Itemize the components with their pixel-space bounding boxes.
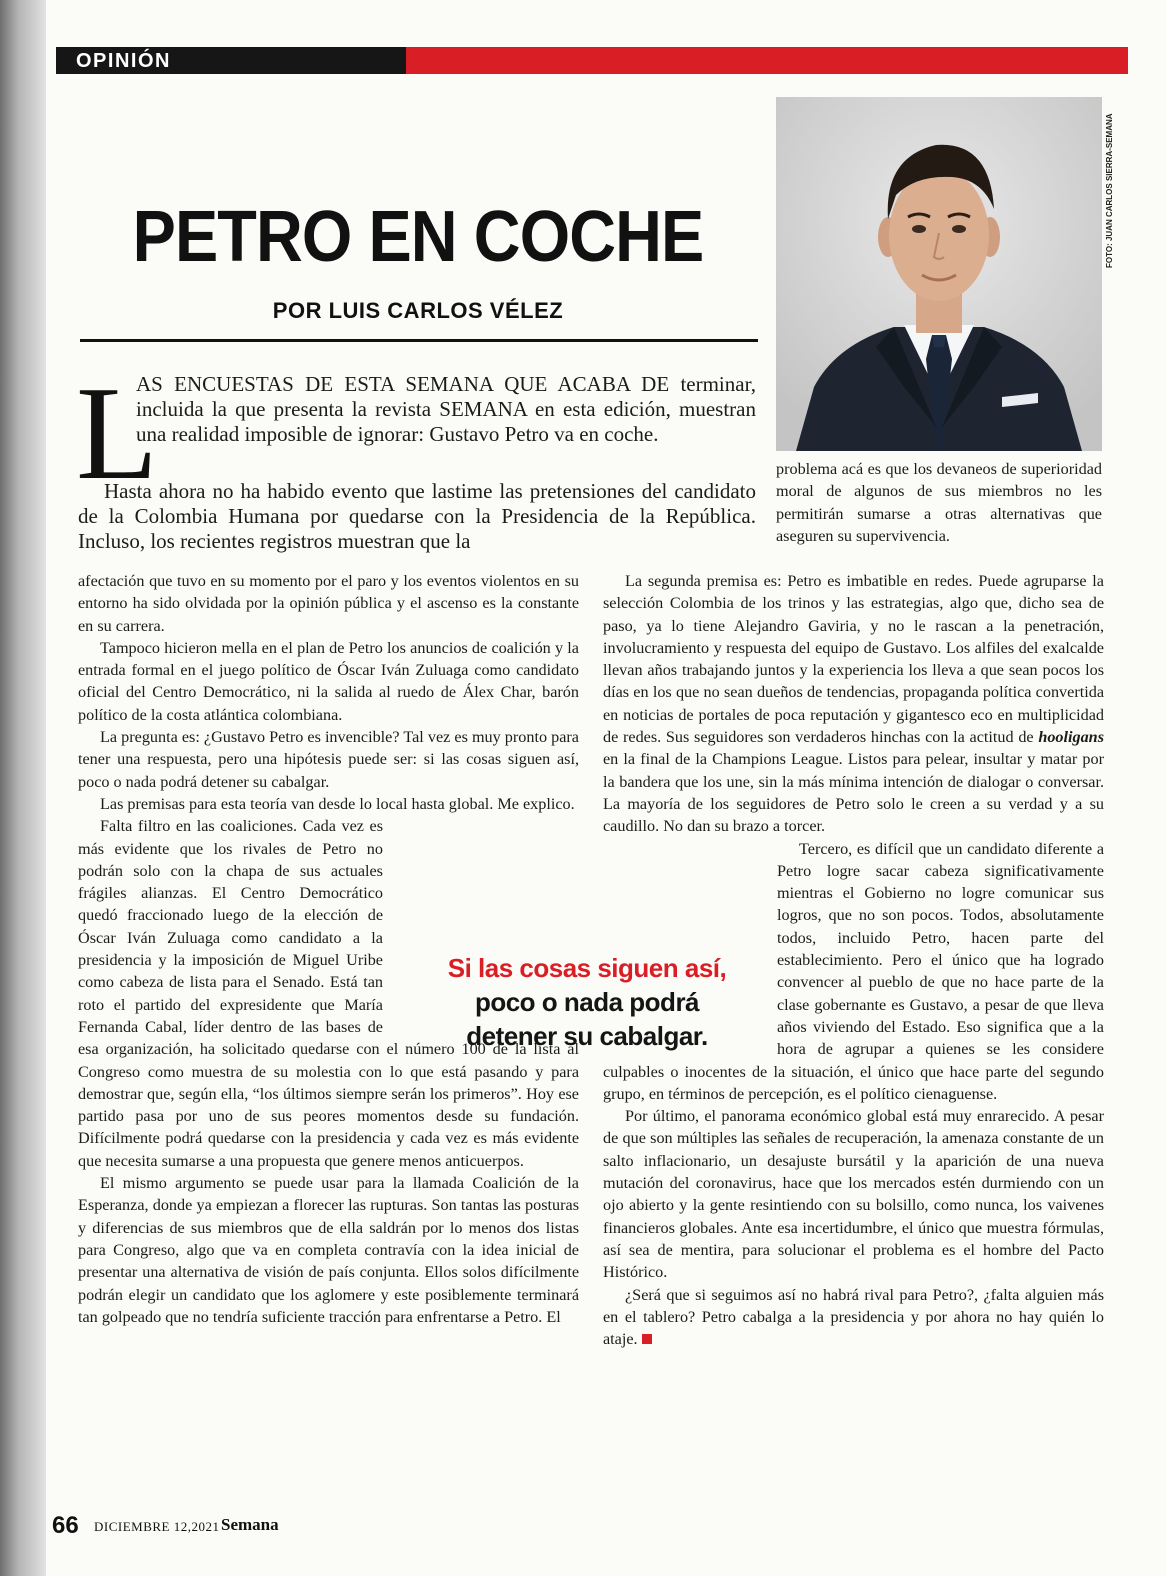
text-run: en la final de la Champions League. Listos para pelear, insultar y matar por la bandera que los une, sin la más mínima intención de dialogar o conversar. La mayoría de los seguidores de Petro solo le creen a su verdad y a su caudillo. No dan su brazo a torcer. [603, 750, 1104, 836]
section-label: OPINIÓN [76, 50, 171, 72]
page-number: 66 [52, 1512, 79, 1539]
magazine-name: Semana [221, 1515, 279, 1534]
body-paragraph: Tampoco hicieron mella en el plan de Petro los anuncios de coalición y la entrada formal en el juego político de Óscar Iván Zuluaga como candidato oficial del Centro Democrático, ni la salida al ruedo de Álex Char, barón político de la costa atlántica colombiana. [78, 638, 579, 724]
body-paragraph: Tercero, es difícil que un candidato diferente a Petro logre sacar cabeza significativamente mientras el Gobierno no logre comunicar sus logros, que no son pocos. Todos, absolutamente todos, incluido Petro, hacen parte del establecimiento. Pero el único que ha logrado convencer al pueblo de que no hace parte de la clase gobernante es Gustavo, a pesar de que lleva años viviendo del Estado. Eso significa que a la hora de agrupar a quienes se les considere culpables o inocentes de la situación, el único que hace parte del segundo grupo, en términos de percepción, es el político cienaguense. [603, 839, 1104, 1103]
body-paragraph: Falta filtro en las coaliciones. Cada vez es más evidente que los rivales de Petro no podrán solo con la chapa de sus actuales frágiles alianzas. El Centro Democrático quedó fraccionado luego de la elección de Óscar Iván Zuluaga como candidato a la presidencia y la imposición de Miguel Uribe como cabeza de lista para el Senado. Está tan roto el partido del expresidente que María Fernanda Cabal, líder dentro de las bases de esa organización, ha solicitado quedarse con el número 100 de la lista al Congreso como muestra de su molestia con lo que está pasando y para demostrar que, según ella, “los últimos siempre serán los primeros”. Hoy ese partido pasa por uno de sus peores momentos desde su fundación. Difícilmente podrá quedarse con la presidencia y cada vez es más evidente que necesita sumarse a una propuesta que genere menos anticuerpos. [78, 817, 579, 1170]
body-paragraph: Por último, el panorama económico global está muy enrarecido. A pesar de que son múltiples las señales de recuperación, la amenaza constante de un salto inflacionario, un desajuste bursátil y la aparición de una nueva mutación del coronavirus, hace que los mercados estén durmiendo con un ojo abierto y la gente resintiendo con su bolsillo, como nunca, los vaivenes financieros globales. Ante esa incertidumbre, el único que muestra fórmulas, así sea de mentira, para solucionar el problema es el hombre del Pacto Histórico. [603, 1107, 1104, 1282]
body-paragraph: afectación que tuvo en su momento por el paro y los eventos violentos en su entorno ha sido olvidada por la opinión pública y el ascenso es la constante en su carrera. [78, 572, 579, 635]
article-byline: POR LUIS CARLOS VÉLEZ [272, 298, 564, 323]
drop-cap: L [76, 359, 158, 507]
right-column-top [776, 458, 1102, 547]
pull-quote-red-text: Si las cosas siguen así, [447, 953, 727, 983]
body-paragraph: El mismo argumento se puede usar para la llamada Coalición de la Esperanza, donde ya empiezan a florecer las rupturas. Son tantas las posturas y diferencias de sus miembros que de ella saldrán por lo menos dos listas para Congreso, algo que va en completa contravía con la idea inicial de presentar una alternativa de visión de país conjunta. Ellos solos difícilmente podrán elegir un candidato que los aglomere y este posiblemente terminará tan golpeado que no tendría suficiente tracción para enfrentarse a Petro. El [78, 1174, 579, 1326]
body-paragraph: Las premisas para esta teoría van desde lo local hasta global. Me explico. [100, 794, 575, 813]
body-paragraph: problema acá es que los devaneos de superioridad moral de algunos de sus miembros no les permitirán sumarse a otras alternativas que aseguren su supervivencia. [776, 460, 1102, 545]
author-photo [776, 97, 1102, 451]
body-paragraph: La pregunta es: ¿Gustavo Petro es invencible? Tal vez es muy pronto para tener una respuesta, pero una hipótesis puede ser: si las cosas siguen así, poco o nada podrá detener su cabalgar. [78, 728, 579, 791]
article-title: PETRO EN COCHE [132, 197, 704, 277]
author-portrait-illustration [776, 97, 1102, 451]
lead-paragraph: AS ENCUESTAS DE ESTA SEMANA QUE ACABA DE terminar, incluida la que presenta la revista SEMANA en esta edición, muestran una realidad imposible de ignorar: Gustavo Petro va en coche. [136, 372, 756, 446]
body-paragraph [603, 570, 1104, 838]
emphasis-text: hooligans [1038, 728, 1104, 747]
text-run: La segunda premisa es: Petro es imbatible en redes. Puede agruparse la selección Colombia de los trinos y las estrategias, algo que, dicho sea de paso, ya lo tiene Alejandro Gaviria, y no le rascan a la penetración, involucramiento y respuesta del equipo de Gustavo. Los alfiles del exalcalde llevan años trabajando juntos y la experiencia los lleva a que sean pocos los días en los que no sean dueños de tendencias, propaganda política convertida en noticias de portales de poca reputación y gigantesco eco en multiplicidad de redes. Sus seguidores son verdaderos hinchas con la actitud de [603, 572, 1104, 747]
text-run: ¿Será que si seguimos así no habrá rival para Petro?, ¿falta alguien más en el tablero? Petro cabalga a la presidencia y por ahora no hay quién lo ataje. [603, 1285, 1104, 1349]
title-rule [80, 339, 758, 342]
left-column [78, 570, 579, 1328]
magazine-spine-shadow [0, 0, 46, 1576]
pull-quote-dark-text: poco o nada podrá detener su cabalgar. [466, 987, 708, 1051]
photo-credit: FOTO: JUAN CARLOS SIERRA-SEMANA [1105, 113, 1114, 268]
body-paragraph [603, 1284, 1104, 1351]
section-header-bar [56, 47, 1128, 74]
pull-quote [436, 951, 738, 1053]
issue-date: DICIEMBRE 12,2021 [94, 1519, 220, 1534]
lead-paragraph-2: Hasta ahora no ha habido evento que lastime las pretensiones del candidato de la Colombia Humana por quedarse con la Presidencia de la República. Incluso, los recientes registros muestran que la [78, 479, 756, 553]
end-of-article-mark [642, 1334, 652, 1344]
section-bar-red [406, 47, 1128, 74]
